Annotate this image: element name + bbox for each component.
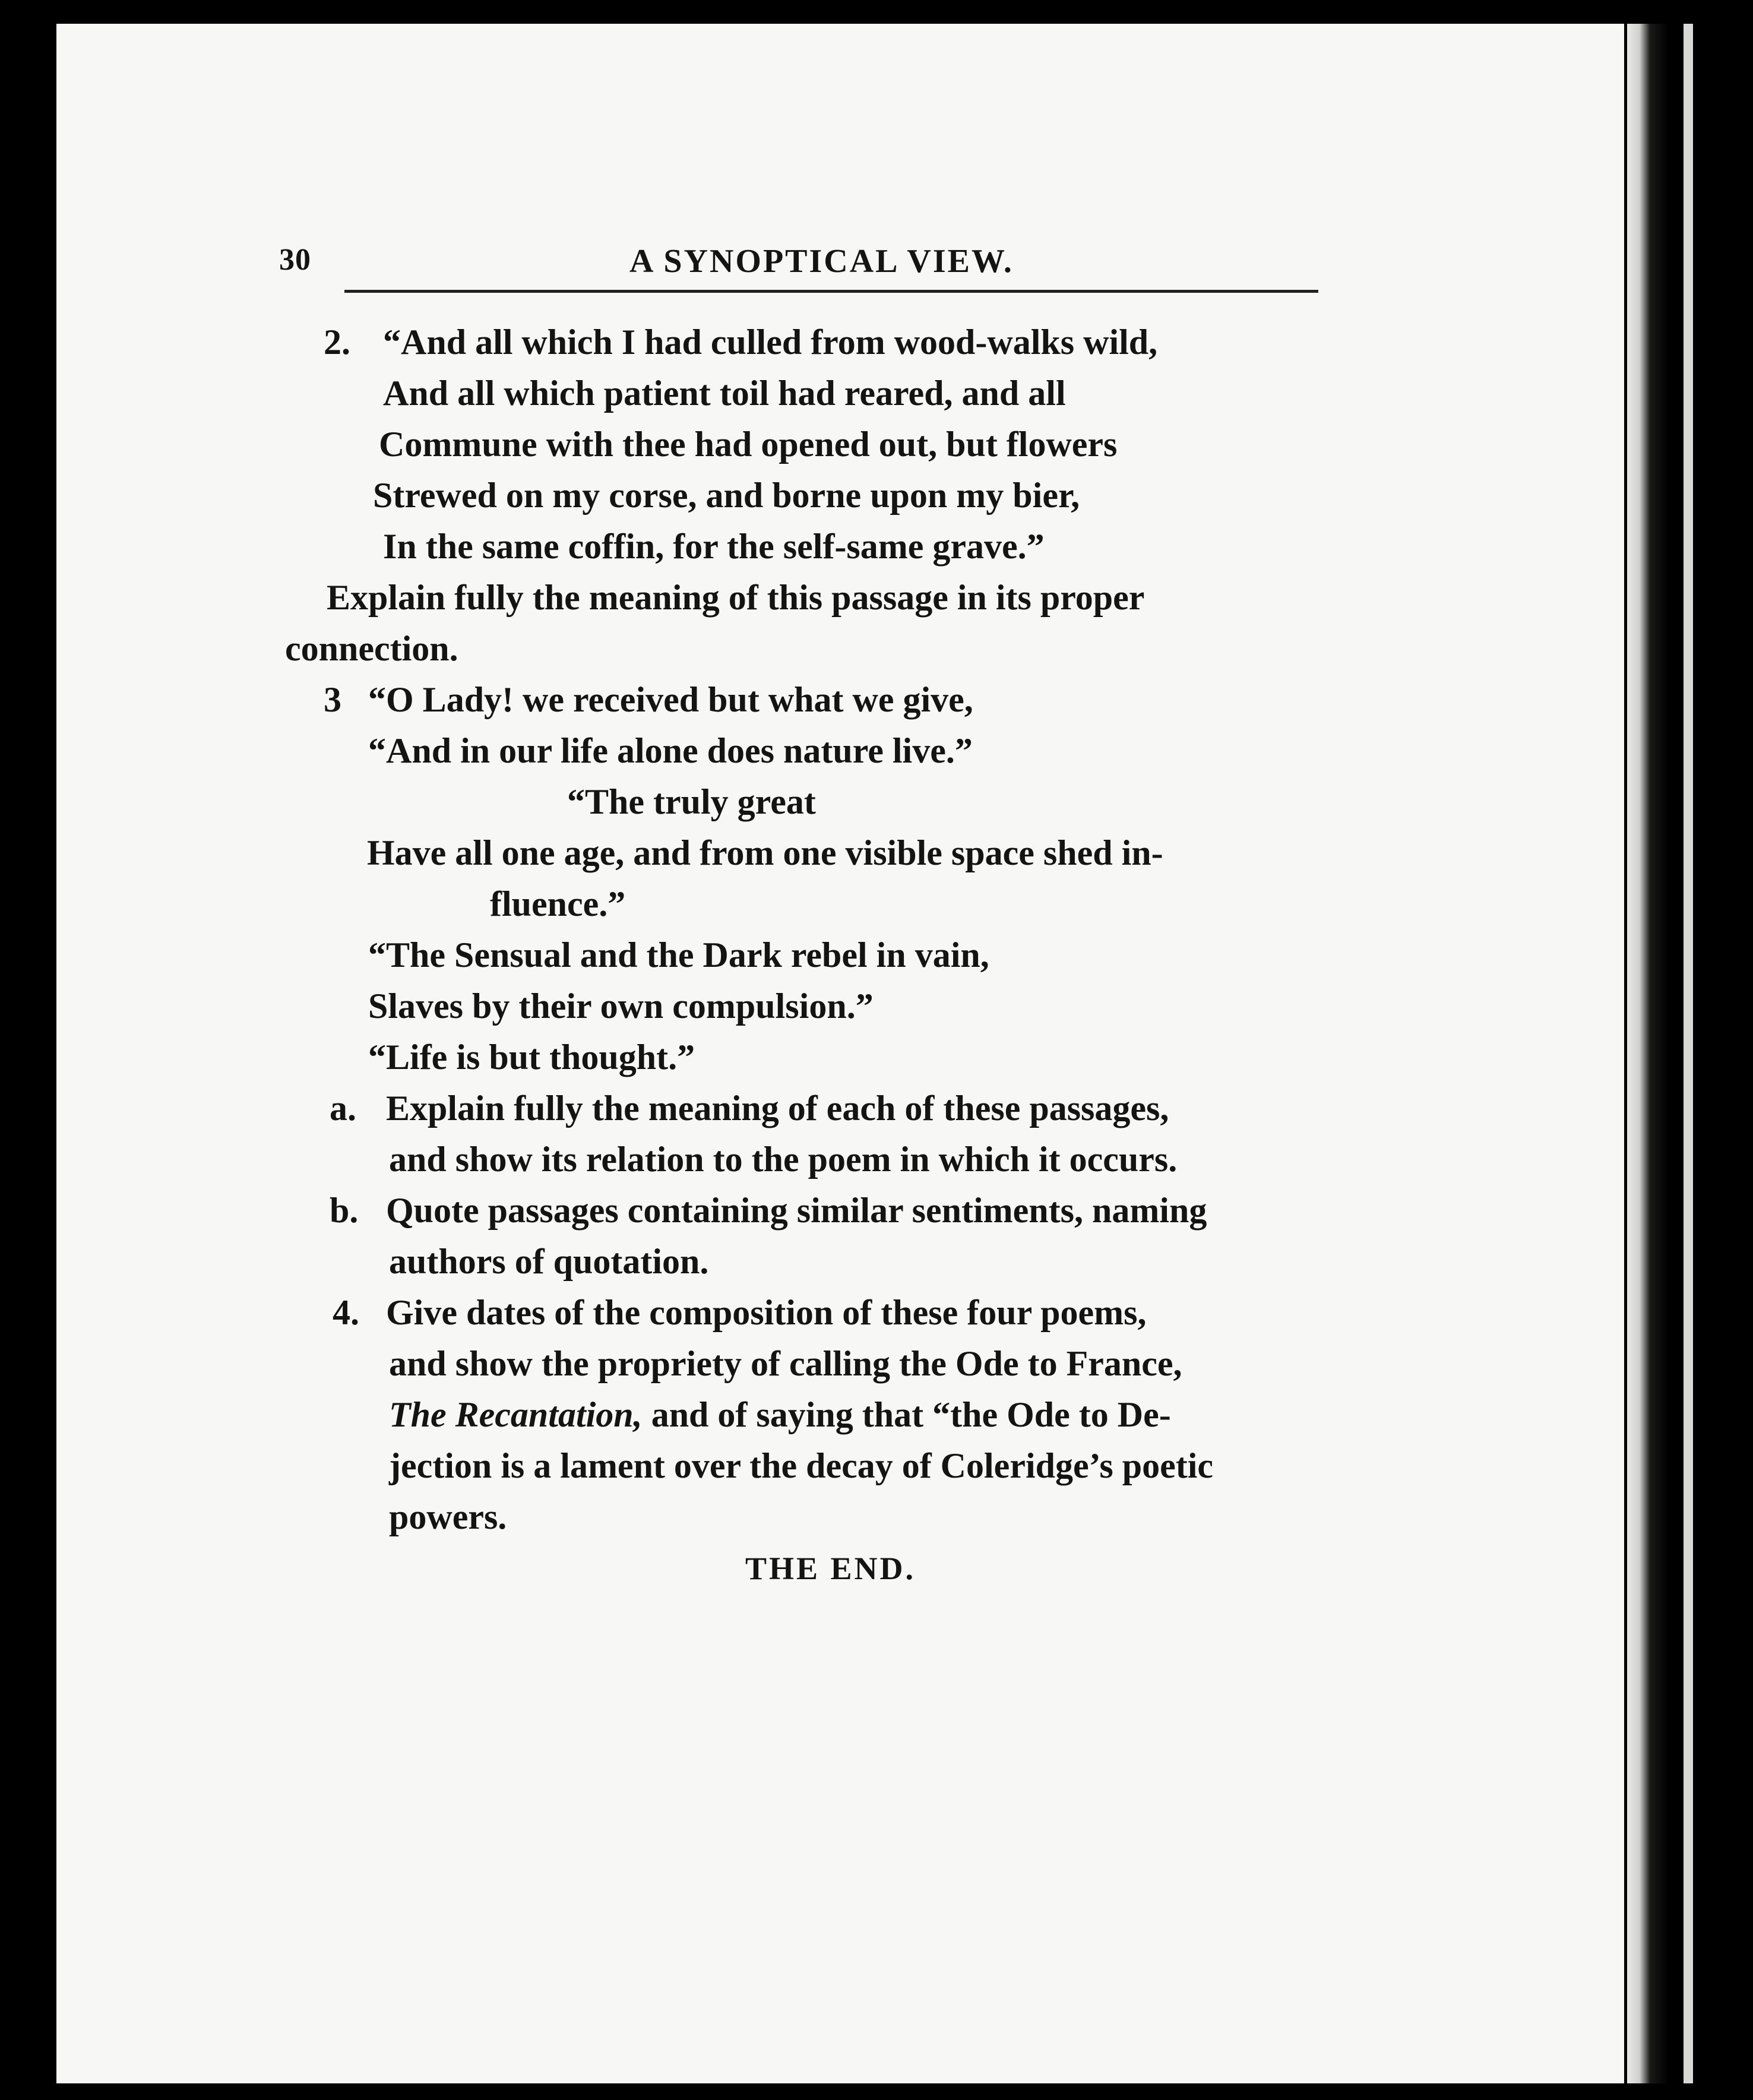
header-rule (344, 290, 1318, 293)
q3-quote2-line-3: fluence.” (490, 884, 626, 924)
question-3-number: 3 (324, 680, 341, 719)
q2-instruction-line-1: Explain fully the meaning of this passage in its proper (327, 578, 1145, 617)
question-2-number: 2. (324, 322, 350, 362)
q3-part-b-label: b. (330, 1191, 359, 1230)
q2-instruction-line-2: connection. (285, 629, 458, 668)
q3-quote1-line-1: “O Lady! we received but what we give, (368, 680, 973, 719)
q4-line-1: Give dates of the composition of these four poems, (386, 1293, 1147, 1332)
end-mark: THE END. (745, 1551, 916, 1586)
q3-quote4: “Life is but thought.” (368, 1038, 695, 1077)
q2-verse-line-1: “And all which I had culled from wood-walks wild, (383, 322, 1158, 362)
q3-part-b-line-1: Quote passages containing similar sentiments, naming (386, 1191, 1207, 1230)
q2-verse-line-4: Strewed on my corse, and borne upon my bier, (373, 476, 1080, 515)
q2-verse-line-3: Commune with thee had opened out, but flowers (379, 425, 1118, 464)
q4-line-2: and show the propriety of calling the Ode to France, (389, 1344, 1182, 1383)
question-4-number: 4. (333, 1293, 359, 1332)
q3-quote3-line-1: “The Sensual and the Dark rebel in vain, (368, 935, 989, 975)
next-page-edge (1684, 24, 1693, 2083)
q4-line-3-rest: and of saying that “the Ode to De- (642, 1395, 1171, 1434)
q2-verse-line-5: In the same coffin, for the self-same grave.” (383, 527, 1045, 566)
q3-quote2-line-1: “The truly great (567, 782, 816, 821)
page-number: 30 (279, 243, 311, 277)
q4-poem-title: The Recantation, (389, 1395, 643, 1434)
q3-quote2-line-2: Have all one age, and from one visible space shed in- (367, 833, 1163, 872)
q4-line-4: jection is a lament over the decay of Coleridge’s poetic (389, 1446, 1213, 1485)
q3-quote3-line-2: Slaves by their own compulsion.” (368, 986, 874, 1026)
q2-verse-line-2: And all which patient toil had reared, and all (383, 374, 1066, 413)
q3-part-a-label: a. (330, 1089, 356, 1128)
q3-part-b-line-2: authors of quotation. (389, 1242, 709, 1281)
q4-line-5: powers. (389, 1497, 507, 1536)
q3-part-a-line-2: and show its relation to the poem in which it occurs. (389, 1140, 1178, 1179)
page-header (279, 242, 1324, 296)
page-gutter-shadow (1627, 24, 1669, 2083)
q3-part-a-line-1: Explain fully the meaning of each of these passages, (386, 1089, 1169, 1128)
running-title: A SYNOPTICAL VIEW. (629, 243, 1014, 280)
q4-line-3 (389, 1389, 1171, 1440)
q3-quote1-line-2: “And in our life alone does nature live.” (368, 731, 973, 770)
